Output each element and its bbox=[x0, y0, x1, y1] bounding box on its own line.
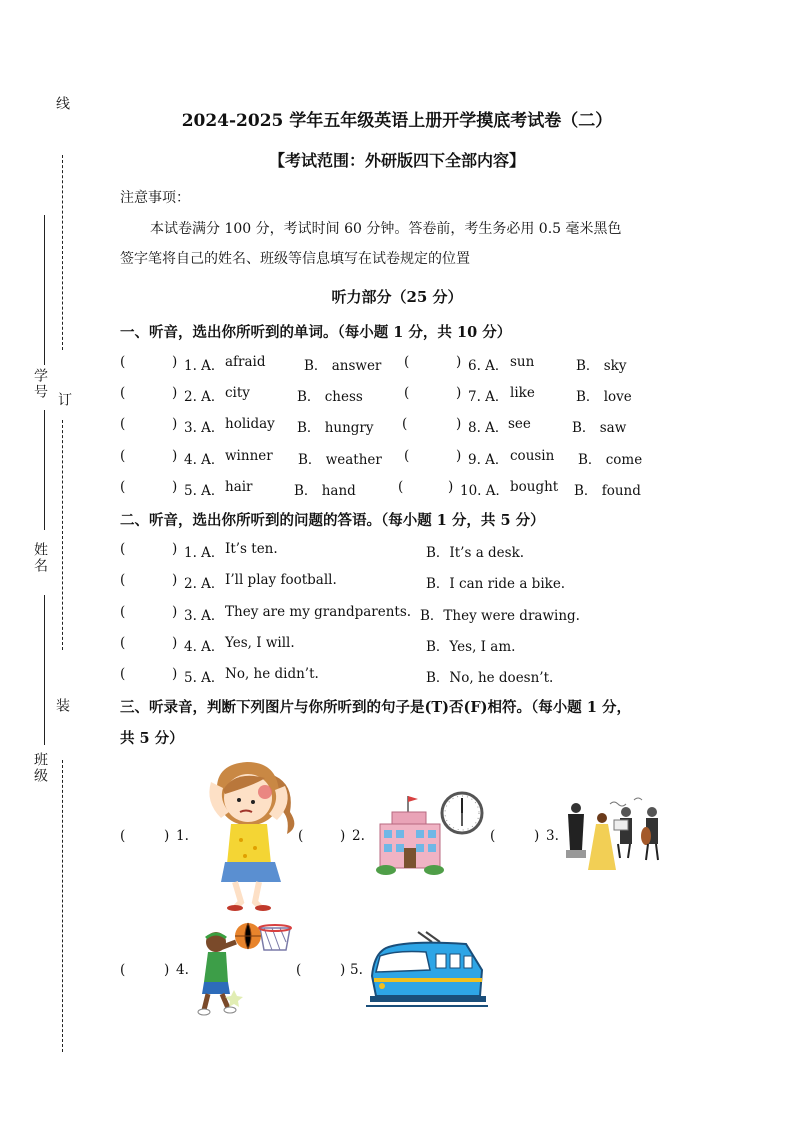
paren-close: ) bbox=[456, 385, 462, 401]
paren-close: ) bbox=[172, 385, 178, 401]
option-a: afraid bbox=[225, 354, 266, 370]
paren-open: ( bbox=[404, 385, 410, 401]
part1-heading: 一、听音，选出你所听到的单词。（每小题 1 分，共 10 分） bbox=[120, 324, 512, 341]
part3-heading-line-2: 共 5 分） bbox=[120, 730, 184, 747]
paren-open: ( bbox=[120, 962, 126, 978]
paren-close: ) bbox=[534, 828, 540, 844]
paren-close: ) bbox=[172, 666, 178, 682]
picture-number: 2. bbox=[352, 828, 365, 844]
paren-open: ( bbox=[298, 828, 304, 844]
option-b: B．No, he doesn’t. bbox=[426, 670, 554, 686]
option-b: B．It’s a desk. bbox=[426, 545, 525, 561]
paren-open: ( bbox=[120, 666, 126, 682]
paren-open: ( bbox=[120, 828, 126, 844]
option-a: like bbox=[510, 385, 535, 401]
margin-label-xingming: 姓名 bbox=[32, 542, 48, 574]
concert-musicians-image bbox=[562, 796, 670, 878]
paren-open: ( bbox=[404, 354, 410, 370]
paren-close: ) bbox=[172, 448, 178, 464]
train-image bbox=[366, 926, 488, 1010]
margin-dashed-line bbox=[62, 420, 63, 650]
paren-close: ) bbox=[340, 828, 346, 844]
paren-close: ) bbox=[164, 962, 170, 978]
picture-number: 4. bbox=[176, 962, 189, 978]
paren-close: ) bbox=[448, 479, 454, 495]
margin-dashed-line bbox=[62, 760, 63, 1052]
paren-close: ) bbox=[172, 541, 178, 557]
option-b: B．I can ride a bike. bbox=[426, 576, 566, 592]
option-a: They are my grandparents. bbox=[225, 604, 412, 620]
option-a: No, he didn’t. bbox=[225, 666, 319, 682]
paren-open: ( bbox=[404, 448, 410, 464]
paren-close: ) bbox=[172, 416, 178, 432]
margin-underline-banji bbox=[44, 595, 45, 745]
margin-label-ding: 订 bbox=[56, 392, 72, 408]
paren-close: ) bbox=[172, 572, 178, 588]
question-number: 3. A． bbox=[184, 420, 225, 436]
paren-open: ( bbox=[120, 541, 126, 557]
option-a: It’s ten. bbox=[225, 541, 278, 557]
question-number: 5. A． bbox=[184, 483, 225, 499]
paren-open: ( bbox=[402, 416, 408, 432]
paren-open: ( bbox=[120, 479, 126, 495]
paren-close: ) bbox=[456, 416, 462, 432]
option-a: bought bbox=[510, 479, 559, 495]
part3-heading-line-1: 三、听录音，判断下列图片与你所听到的句子是(T)否(F)相符。（每小题 1 分， bbox=[120, 699, 631, 716]
question-number: 4. A． bbox=[184, 452, 225, 468]
notice-line-1: 本试卷满分 100 分，考试时间 60 分钟。答卷前，考生务必用 0.5 毫米黑色 bbox=[150, 221, 622, 237]
paren-close: ) bbox=[172, 604, 178, 620]
option-b: B． found bbox=[574, 483, 641, 499]
question-number: 2. A． bbox=[184, 389, 225, 405]
boy-basketball-image bbox=[190, 920, 296, 1020]
paren-open: ( bbox=[120, 635, 126, 651]
school-clock-image bbox=[376, 788, 486, 878]
question-number: 6. A． bbox=[468, 358, 509, 374]
question-number: 4. A． bbox=[184, 639, 225, 655]
paren-open: ( bbox=[120, 572, 126, 588]
question-number: 8. A． bbox=[468, 420, 509, 436]
paren-close: ) bbox=[456, 354, 462, 370]
question-number: 2. A． bbox=[184, 576, 225, 592]
exam-scope: 【考试范围：外研版四下全部内容】 bbox=[268, 151, 525, 170]
margin-label-xian: 线 bbox=[54, 96, 70, 112]
option-b: B．Yes, I am. bbox=[426, 639, 516, 655]
option-a: see bbox=[508, 416, 531, 432]
part2-heading: 二、听音，选出你所听到的问题的答语。（每小题 1 分，共 5 分） bbox=[120, 512, 545, 529]
margin-label-xuehao: 学号 bbox=[32, 368, 48, 400]
paren-close: ) bbox=[164, 828, 170, 844]
paren-open: ( bbox=[120, 354, 126, 370]
margin-label-zhuang: 装 bbox=[54, 698, 70, 714]
option-a: holiday bbox=[225, 416, 275, 432]
exam-title: 2024-2025 学年五年级英语上册开学摸底考试卷（二） bbox=[181, 111, 613, 131]
question-number: 9. A． bbox=[468, 452, 509, 468]
paren-close: ) bbox=[456, 448, 462, 464]
option-a: sun bbox=[510, 354, 535, 370]
question-number: 10. A． bbox=[460, 483, 510, 499]
paren-open: ( bbox=[398, 479, 404, 495]
margin-label-banji: 班级 bbox=[32, 752, 48, 784]
picture-number: 1. bbox=[176, 828, 189, 844]
option-b: B． come bbox=[578, 452, 643, 468]
option-b: B． love bbox=[576, 389, 632, 405]
notice-line-2: 签字笔将自己的姓名、班级等信息填写在试卷规定的位置 bbox=[120, 251, 470, 267]
margin-underline-xingming bbox=[44, 410, 45, 530]
question-number: 5. A． bbox=[184, 670, 225, 686]
option-b: B． sky bbox=[576, 358, 627, 374]
picture-number: 5. bbox=[350, 962, 363, 978]
paren-open: ( bbox=[120, 385, 126, 401]
paren-close: ) bbox=[172, 635, 178, 651]
margin-dashed-line bbox=[62, 155, 63, 350]
paren-open: ( bbox=[120, 416, 126, 432]
option-a: cousin bbox=[510, 448, 555, 464]
option-a: city bbox=[225, 385, 250, 401]
option-a: I’ll play football. bbox=[225, 572, 337, 588]
option-a: winner bbox=[225, 448, 273, 464]
option-b: B． hungry bbox=[297, 420, 374, 436]
girl-headache-image bbox=[195, 752, 300, 912]
question-number: 1. A． bbox=[184, 545, 225, 561]
question-number: 1. A． bbox=[184, 358, 225, 374]
paren-close: ) bbox=[172, 354, 178, 370]
option-a: hair bbox=[225, 479, 253, 495]
option-b: B． saw bbox=[572, 420, 627, 436]
paren-close: ) bbox=[340, 962, 346, 978]
paren-open: ( bbox=[120, 604, 126, 620]
option-a: Yes, I will. bbox=[225, 635, 295, 651]
notice-label: 注意事项： bbox=[120, 190, 190, 206]
option-b: B． chess bbox=[297, 389, 363, 405]
question-number: 7. A． bbox=[468, 389, 509, 405]
paren-close: ) bbox=[172, 479, 178, 495]
picture-number: 3. bbox=[546, 828, 559, 844]
option-b: B． weather bbox=[298, 452, 382, 468]
option-b: B． answer bbox=[304, 358, 382, 374]
listening-heading: 听力部分（25 分） bbox=[331, 288, 463, 306]
paren-open: ( bbox=[120, 448, 126, 464]
paren-open: ( bbox=[490, 828, 496, 844]
option-b: B． hand bbox=[294, 483, 356, 499]
question-number: 3. A． bbox=[184, 608, 225, 624]
paren-open: ( bbox=[296, 962, 302, 978]
option-b: B．They were drawing. bbox=[420, 608, 580, 624]
